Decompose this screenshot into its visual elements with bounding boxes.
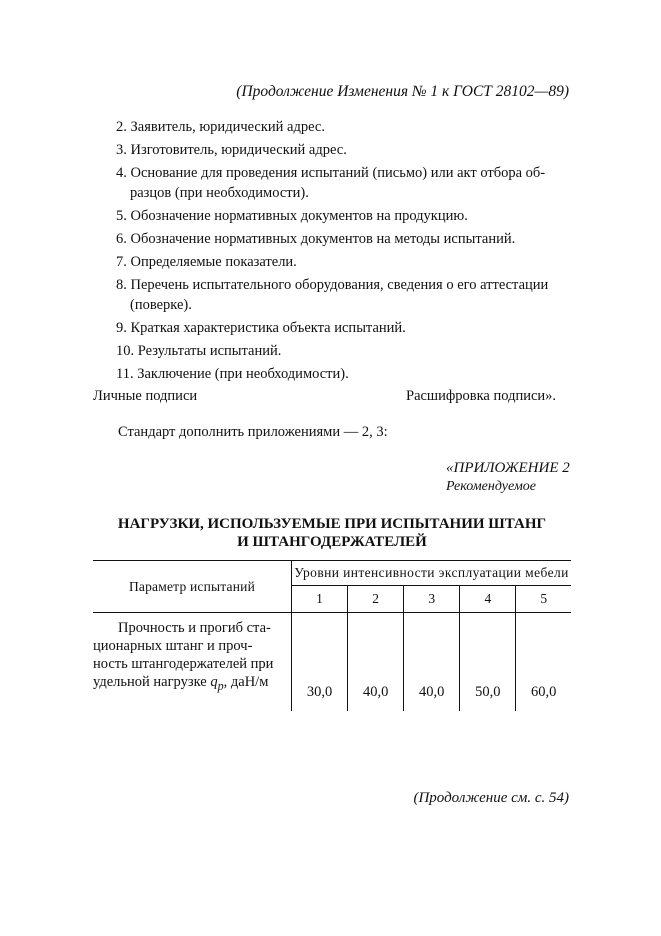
param-unit: , даН/м [223, 674, 269, 690]
title-line: И ШТАНГОДЕРЖАТЕЛЕЙ [237, 534, 427, 550]
levels-column-header: Уровни интенсивности эксплуатации мебели [292, 561, 572, 586]
param-text-line: ность штангодержателей при [93, 656, 274, 672]
param-text-line [93, 673, 291, 695]
signature-decoding-label: Расшифровка подписи». [406, 388, 557, 404]
list-item-continuation: (поверке). [130, 297, 192, 313]
list-item-continuation: разцов (при необходимости). [130, 185, 309, 201]
table-header-row [93, 561, 571, 586]
title-line: НАГРУЗКИ, ИСПОЛЬЗУЕМЫЕ ПРИ ИСПЫТАНИИ ШТАНГ [117, 516, 547, 532]
param-subscript: р [217, 678, 224, 693]
appendix-label: «ПРИЛОЖЕНИЕ 2 [446, 460, 570, 476]
list-item-text: 4. Основание для проведения испытаний (письмо) или акт отбора об- [116, 165, 546, 181]
value-cell: 40,0 [404, 613, 460, 712]
list-item: 3. Изготовитель, юридический адрес. [116, 142, 347, 158]
list-item: 2. Заявитель, юридический адрес. [116, 119, 325, 135]
list-item: 9. Краткая характеристика объекта испытаний. [116, 320, 406, 336]
value-cell: 30,0 [292, 613, 348, 712]
param-text: удельной нагрузке [93, 674, 207, 690]
standard-amendment-line: Стандарт дополнить приложениями — 2, 3: [118, 424, 388, 440]
appendix-status: Рекомендуемое [446, 479, 536, 494]
list-item [116, 275, 576, 315]
level-header: 3 [404, 586, 460, 613]
list-item [116, 163, 576, 203]
list-item: 11. Заключение (при необходимости). [116, 366, 349, 382]
level-header: 4 [460, 586, 516, 613]
list-item: 5. Обозначение нормативных документов на продукцию. [116, 208, 468, 224]
param-text-line: ционарных штанг и проч- [93, 638, 253, 654]
list-item: 10. Результаты испытаний. [116, 343, 282, 359]
appendix-title [93, 515, 571, 551]
list-item-text: 8. Перечень испытательного оборудования, сведения о его аттестации [116, 277, 549, 293]
table-row [93, 613, 571, 712]
param-cell [93, 613, 292, 712]
loads-table [93, 560, 571, 711]
value-cell: 60,0 [531, 684, 557, 700]
level-header: 1 [292, 586, 348, 613]
value-cell: 40,0 [348, 613, 404, 712]
level-header: 5 [516, 586, 571, 613]
signatures-label: Личные подписи [93, 388, 198, 404]
list-item: 7. Определяемые показатели. [116, 254, 297, 270]
page-header: (Продолжение Изменения № 1 к ГОСТ 28102—89) [236, 83, 569, 100]
value-cell: 50,0 [460, 613, 516, 712]
param-text-line: Прочность и прогиб ста- [118, 620, 271, 636]
param-column-header: Параметр испытаний [93, 561, 292, 613]
list-item: 6. Обозначение нормативных документов на методы испытаний. [116, 231, 516, 247]
page-footer: (Продолжение см. с. 54) [413, 790, 569, 806]
level-header: 2 [348, 586, 404, 613]
report-contents-list [116, 117, 576, 387]
param-symbol: q [210, 674, 218, 690]
